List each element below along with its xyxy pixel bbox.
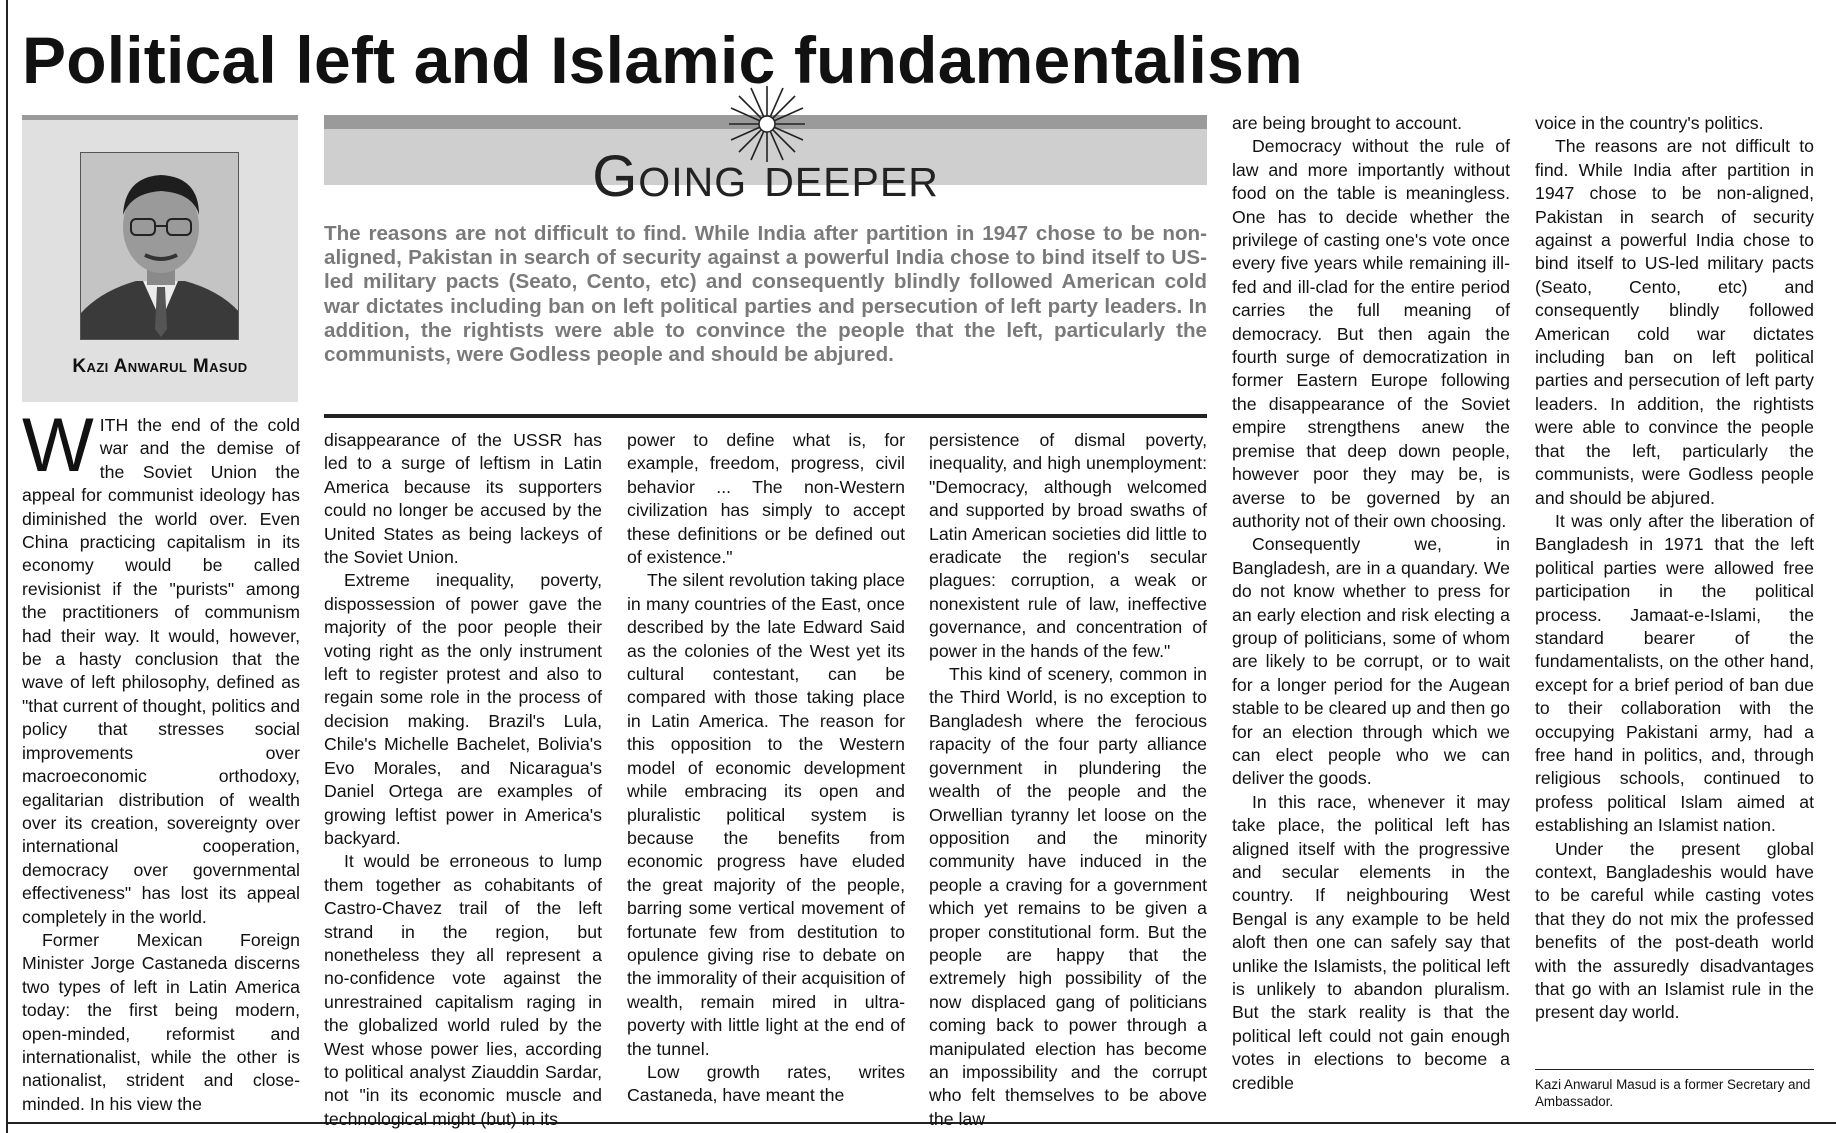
footnote-rule (1535, 1069, 1814, 1070)
paragraph: The silent revolution taking place in many countries of the East, once described by the late Edward Said as the colonies of the West yet its cultural contestant, can be compared with those taking place in Latin America. The reason for this opposition to the Western model of economic development while embracing its open and pluralistic political system is because the benefits from economic progress have eluded the great majority of the people, barring some vertical movement of fortunate few from destitution to opulence giving rise to debate on the immorality of their acquisition of wealth, remain mired in ultra-poverty with little light at the end of the tunnel. (627, 570, 905, 1059)
paragraph: Extreme inequality, poverty, dispossession of power gave the majority of the poor people their voting right as the only instrument left to register protest and also to regain some role in the process of decision making. Brazil's Lula, Chile's Michelle Bachelet, Bolivia's Evo Morales, and Nicaragua's Daniel Ortega are examples of growing leftist power in America's backyard. (324, 570, 602, 848)
article-column-2 (324, 429, 602, 1131)
paragraph: Low growth rates, writes Castaneda, have meant the (627, 1061, 905, 1106)
paragraph: Consequently we, in Bangladesh, are in a quandary. We do not know whether to press for an early election and risk electing a group of politicians, some of whom are likely to be corrupt, or to wait for a longer period for the Augean stable to be cleared up and then go for an election through which we can elect people who we can deliver the goods. (1232, 534, 1510, 789)
paragraph: Under the present global context, Bangladeshis would have to be careful while casting votes that they do not mix the professed benefits of the post-death world with the assuredly disadvantages that go with an Islamist rule in the present day world. (1535, 838, 1814, 1023)
article-column-4 (929, 429, 1207, 1131)
paragraph: The reasons are not difficult to find. While India after partition in 1947 chose to be non-aligned, Pakistan in search of security against a powerful India chose to bind itself to US-led military pacts (Seato, Cento, etc) and consequently blindly followed American cold war dictates including ban on left political parties and persecution of left party leaders. In addition, the rightists were able to convince the people that the left, particularly the communists, were Godless people and should be abjured. (1535, 136, 1814, 508)
paragraph: persistence of dismal poverty, inequality, and high unemployment: "Democracy, although welcomed and supported by broad swaths of Latin American societies did little to eradicate the region's secular plagues: corruption, a weak or nonexistent rule of law, ineffective governance, and concentration of power in the hands of the few." (929, 430, 1207, 661)
drop-cap: W (22, 403, 94, 488)
paragraph: voice in the country's politics. (1535, 113, 1764, 133)
paragraph: Former Mexican Foreign Minister Jorge Castaneda discerns two types of left in Latin America today: the first being modern, open-minded, reformist and internationalist, while the other is nationalist, strident and close-minded. In his view the (22, 929, 300, 1114)
deck-text: The reasons are not difficult to find. While India after partition in 1947 chose to be non-aligned, Pakistan in search of security against a powerful India chose to bind itself to US-led military pacts (Seato, Cento, etc) and consequently blindly followed American cold war dictates including ban on left political parties and persecution of left party leaders. In addition, the rightists were able to convince the people that the left, particularly the communists, were Godless people and should be abjured. (324, 222, 1207, 367)
paragraph: Democracy without the rule of law and more importantly without food on the table is meaningless. One has to decide whether the privilege of casting one's vote once every five years while remaining ill-fed and ill-clad for the entire period carries the full meaning of democracy. But then again the fourth surge of democratization in former Eastern Europe following the disappearance of the Soviet empire strengthens anew the premise that deep down people, however poor they may be, is averse to be governed by an authority not of their own choosing. (1232, 136, 1510, 531)
article-column-3 (627, 429, 905, 1108)
paragraph: power to define what is, for example, freedom, progress, civil behavior ... The non-Western civilization has simply to accept these definitions or be defined out of existence." (627, 430, 905, 568)
paragraph: It was only after the liberation of Bangladesh in 1971 that the left political parties were allowed free participation in the political process. Jamaat-e-Islami, the standard bearer of the fundamentalists, on the other hand, except for a brief period of ban due to their collaboration with the occupying Pakistani army, had a free hand in politics, and, through religious schools, continued to profess political Islam aimed at establishing an Islamist nation. (1535, 510, 1814, 836)
author-footnote: Kazi Anwarul Masud is a former Secretary and Ambassador. (1535, 1077, 1811, 1109)
deck-rule (324, 414, 1207, 418)
author-box (22, 115, 298, 402)
paragraph: ITH the end of the cold war and the demise of the Soviet Union the appeal for communist ideology has diminished the world over. Even China practicing capitalism in its economy would be called revisionist if the "purists" among the practitioners of communism had their way. It would, however, be a hasty conclusion that the wave of left philosophy, defined as "that current of thought, politics and policy that stresses social improvements over macroeconomic orthodoxy, egalitarian distribution of wealth over its creation, sovereignty over international cooperation, democracy over governmental effectiveness" has lost its appeal completely in the world. (22, 415, 300, 927)
author-portrait (80, 152, 239, 340)
paragraph: In this race, whenever it may take place, the political left has aligned itself with the progressive and secular elements in the country. If neighbouring West Bengal is any example to be held aloft then one can safely say that unlike the Islamists, the political left is unlikely to abandon pluralism. But the stark reality is that the political left could not gain enough votes in elections to become a credible (1232, 791, 1510, 1093)
paragraph: This kind of scenery, common in the Third World, is no exception to Bangladesh where the ferocious rapacity of the four party alliance government in plundering the wealth of the people and the Orwellian tyranny let loose on the opposition and the minority community have induced in the people a craving for a government which yet remains to be given a proper constitutional form. But the people are happy that the extremely high possibility of the now displaced gang of politicians coming back to power through a manipulated election has become an impossibility and the corrupt who felt themselves to be above the law (929, 664, 1207, 1129)
paragraph: are being brought to account. (1232, 113, 1463, 133)
going-deeper-title: Going deeper (592, 144, 939, 209)
article-column-5 (1232, 112, 1510, 1095)
page-border-bottom (6, 1122, 1836, 1124)
paragraph: It would be erroneous to lump them together as cohabitants of Castro-Chavez trail of the left strand in the region, but nonetheless they all represent a no-confidence vote against the unrestrained capitalism raging in the globalized world ruled by the West whose power lies, according to political analyst Ziauddin Sardar, not "in its economic muscle and technological might (but) in its (324, 851, 602, 1129)
article-column-1 (22, 403, 300, 1122)
paragraph: disappearance of the USSR has led to a surge of leftism in Latin America because its supporters could no longer be accused by the United States as being lackeys of the Soviet Union. (324, 430, 602, 568)
article-column-6 (1535, 112, 1814, 1025)
headline: Political left and Islamic fundamentalism (22, 23, 1303, 97)
page-border-left (6, 0, 8, 1133)
author-name: Kazi Anwarul Masud (72, 356, 248, 377)
